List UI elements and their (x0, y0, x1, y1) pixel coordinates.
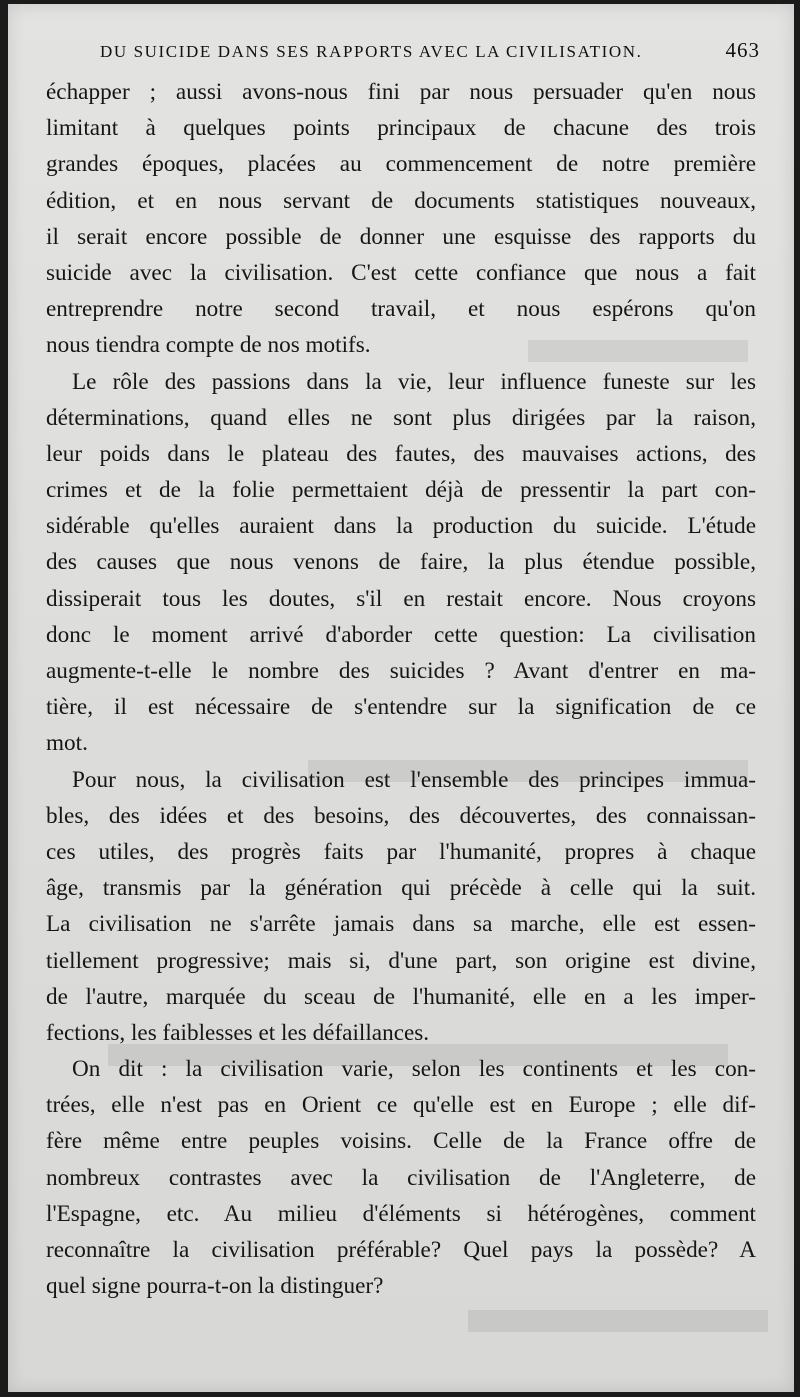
body-text (46, 74, 756, 1304)
text-line: dissiperait tous les doutes, s'il en restait encore. Nous croyons (46, 585, 756, 612)
text-line: tiellement progressive; mais si, d'une part, son origine est divine, (46, 947, 756, 974)
paragraph-3 (46, 762, 756, 1052)
text-line: l'Espagne, etc. Au milieu d'éléments si hétérogènes, comment (46, 1200, 756, 1227)
text-line: Pour nous, la civilisation est l'ensemble des principes immua- (72, 766, 756, 793)
text-line: mot. (46, 730, 88, 757)
paragraph-1 (46, 74, 756, 364)
text-line: édition, et en nous servant de documents statistiques nouveaux, (46, 187, 756, 214)
running-title: DU SUICIDE DANS SES RAPPORTS AVEC LA CIVILISATION. (100, 42, 643, 61)
text-line: Le rôle des passions dans la vie, leur influence funeste sur les (72, 368, 756, 395)
text-line: il serait encore possible de donner une esquisse des rapports du (46, 223, 756, 250)
text-line: des causes que nous venons de faire, la plus étendue possible, (46, 549, 756, 576)
text-line: échapper ; aussi avons-nous fini par nous persuader qu'en nous (46, 79, 756, 105)
text-line: fections, les faiblesses et les défaillances. (46, 1019, 430, 1046)
text-line: de l'autre, marquée du sceau de l'humanité, elle en a les imper- (46, 983, 756, 1010)
text-line: nombreux contrastes avec la civilisation de l'Angleterre, de (46, 1164, 756, 1191)
text-line: donc le moment arrivé d'aborder cette question: La civilisation (46, 621, 756, 648)
text-line: quel signe pourra-t-on la distinguer? (46, 1273, 384, 1300)
text-line: trées, elle n'est pas en Orient ce qu'elle est en Europe ; elle dif- (46, 1092, 756, 1119)
text-line: déterminations, quand elles ne sont plus dirigées par la raison, (46, 404, 756, 431)
show-through-shadow (468, 1310, 768, 1332)
text-line: sidérable qu'elles auraient dans la production du suicide. L'étude (46, 513, 756, 540)
text-line: reconnaître la civilisation préférable? Quel pays la possède? A (46, 1237, 756, 1263)
text-line: La civilisation ne s'arrête jamais dans sa marche, elle est essen- (46, 911, 756, 938)
text-line: crimes et de la folie permettaient déjà de pressentir la part con- (46, 477, 756, 504)
running-head (100, 38, 760, 68)
text-line: On dit : la civilisation varie, selon les continents et les con- (72, 1056, 756, 1083)
text-line: nous tiendra compte de nos motifs. (46, 332, 371, 359)
text-line: suicide avec la civilisation. C'est cette confiance que nous a fait (46, 259, 756, 286)
text-line: grandes époques, placées au commencement de notre première (46, 151, 756, 178)
paragraph-2 (46, 364, 756, 762)
text-line: bles, des idées et des besoins, des découvertes, des connaissan- (46, 802, 756, 829)
text-line: augmente-t-elle le nombre des suicides ? Avant d'entrer en ma- (46, 658, 756, 684)
page-number: 463 (725, 38, 760, 62)
text-line: fère même entre peuples voisins. Celle de la France offre de (46, 1128, 756, 1155)
text-line: entreprendre notre second travail, et nous espérons qu'on (46, 296, 756, 323)
text-line: leur poids dans le plateau des fautes, des mauvaises actions, des (46, 440, 756, 467)
paragraph-4 (46, 1051, 756, 1304)
text-line: tière, il est nécessaire de s'entendre sur la signification de ce (46, 694, 756, 721)
text-line: âge, transmis par la génération qui précède à celle qui la suit. (46, 875, 756, 902)
text-line: ces utiles, des progrès faits par l'humanité, propres à chaque (46, 838, 756, 865)
text-line: limitant à quelques points principaux de chacune des trois (46, 115, 756, 142)
